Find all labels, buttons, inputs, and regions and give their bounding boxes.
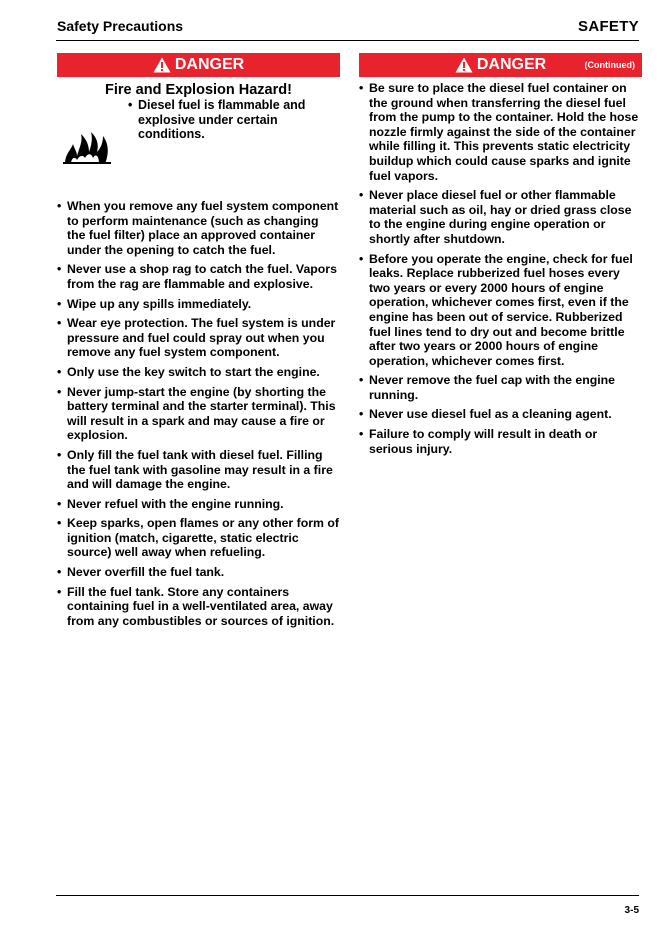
- list-item: • Wipe up any spills immediately.: [57, 297, 340, 312]
- left-bullet-list: [57, 199, 340, 628]
- right-bullet-list: [359, 81, 642, 456]
- list-item: • Fill the fuel tank. Store any containers containing fuel in a well-ventilated area, away from any combustibles or sources of ignition.: [57, 585, 340, 629]
- warning-triangle-icon: [455, 57, 473, 73]
- right-column: [359, 53, 642, 461]
- list-item: • Failure to comply will result in death or serious injury.: [359, 427, 642, 456]
- danger-banner-label: DANGER: [174, 56, 245, 73]
- fire-icon: [63, 120, 111, 164]
- list-item: • Never refuel with the engine running.: [57, 497, 340, 512]
- danger-banner-label: DANGER: [476, 56, 547, 73]
- section-title: Safety Precautions: [57, 18, 184, 34]
- list-item: • Never jump-start the engine (by shorting the battery terminal and the starter terminal). This will result in a spark and may cause a fire or explosion.: [57, 385, 340, 443]
- warning-triangle-icon: [153, 57, 171, 73]
- list-item: • Never place diesel fuel or other flammable material such as oil, hay or dried grass close to the engine during engine operation or shortly after shutdown.: [359, 188, 642, 246]
- left-column: [57, 53, 340, 633]
- hazard-bullet-text: Diesel fuel is flammable and explosive under certain conditions.: [138, 98, 306, 141]
- list-item: • Be sure to place the diesel fuel container on the ground when transferring the diesel fuel from the pump to the container. Hold the hose nozzle firmly against the side of the container while filling it. This prevents static electricity buildup which could cause sparks and ignite fuel vapors.: [359, 81, 642, 183]
- list-item: • Never overfill the fuel tank.: [57, 565, 340, 580]
- hazard-bullet: • Diesel fuel is flammable and explosive under certain conditions.: [128, 98, 333, 142]
- list-item: • Before you operate the engine, check for fuel leaks. Replace rubberized fuel hoses every two years or every 2000 hours of engine operation, whichever comes first, even if the engine has been out of service. Rubberized fuel lines tend to dry out and become brittle after two years or 2000 hours of engine operation, whichever comes first.: [359, 252, 642, 369]
- list-item: • Never remove the fuel cap with the engine running.: [359, 373, 642, 402]
- danger-banner: [57, 53, 340, 77]
- danger-banner-continued: [359, 53, 642, 77]
- footer-divider: [56, 895, 639, 896]
- hazard-title: Fire and Explosion Hazard!: [105, 82, 292, 98]
- list-item: • Wear eye protection. The fuel system is under pressure and fuel could spray out when you remove any fuel system component.: [57, 316, 340, 360]
- list-item: • Only use the key switch to start the engine.: [57, 365, 340, 380]
- page-number: 3-5: [624, 905, 639, 916]
- chapter-title: SAFETY: [578, 18, 639, 35]
- list-item: • When you remove any fuel system component to perform maintenance (such as changing the fuel filter) place an approved container under the opening to catch the fuel.: [57, 199, 340, 257]
- hazard-block: [57, 98, 340, 176]
- header-divider: [56, 40, 639, 41]
- list-item: • Keep sparks, open flames or any other form of ignition (match, cigarette, static electric source) well away when refueling.: [57, 516, 340, 560]
- list-item: • Never use a shop rag to catch the fuel. Vapors from the rag are flammable and explosive.: [57, 262, 340, 291]
- list-item: • Never use diesel fuel as a cleaning agent.: [359, 407, 642, 422]
- list-item: • Only fill the fuel tank with diesel fuel. Filling the fuel tank with gasoline may result in a fire and will damage the engine.: [57, 448, 340, 492]
- continued-label: (Continued): [584, 60, 635, 70]
